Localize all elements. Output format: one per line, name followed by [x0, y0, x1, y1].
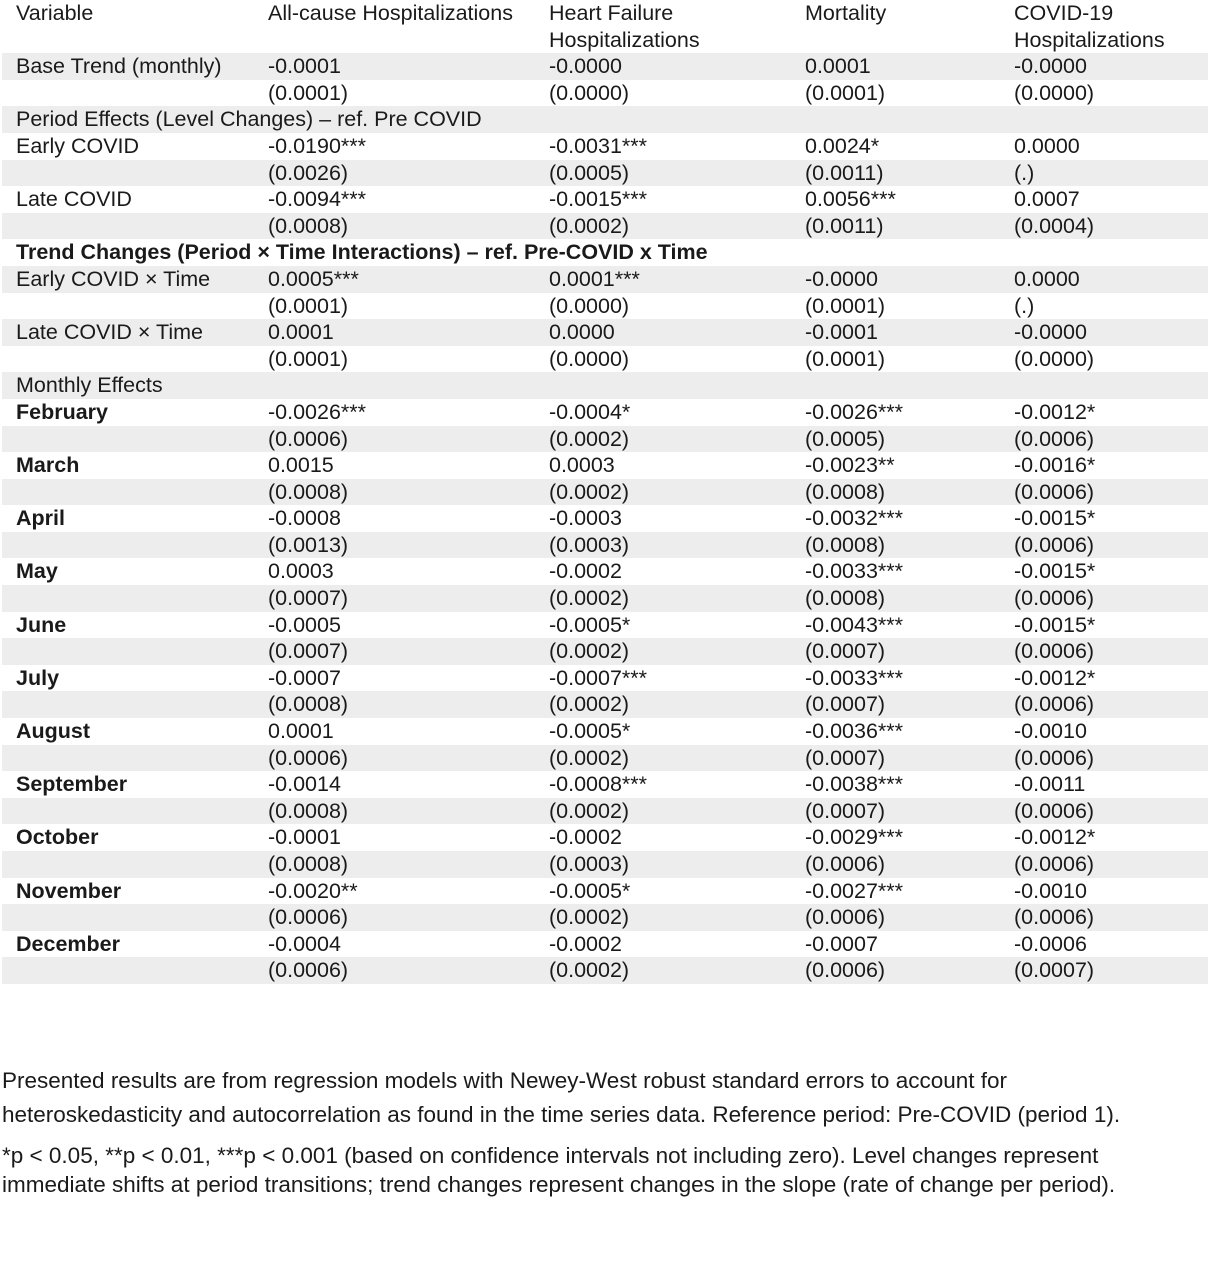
- covid19-value: (0.0006): [1000, 904, 1208, 931]
- all-cause-value: -0.0005: [268, 612, 341, 637]
- covid19-value: (0.0006): [1000, 691, 1208, 718]
- all-cause-value: (0.0007): [254, 585, 535, 612]
- table-row: [2, 745, 1208, 772]
- row-label: August: [16, 719, 91, 744]
- heart-failure-value: (0.0000): [549, 346, 630, 371]
- table-row: [2, 293, 1208, 320]
- mortality-value: (0.0008): [791, 532, 1000, 559]
- row-label: [2, 426, 254, 453]
- heart-failure-value: (0.0002): [535, 426, 791, 453]
- mortality-value: -0.0033***: [805, 665, 904, 690]
- heart-failure-value: -0.0003: [549, 506, 622, 531]
- mortality-value: (0.0005): [791, 426, 1000, 453]
- all-cause-value: -0.0014: [268, 772, 341, 797]
- row-label: [2, 638, 254, 665]
- covid19-value: -0.0010: [1014, 878, 1087, 903]
- heart-failure-value: -0.0005*: [549, 719, 631, 744]
- mortality-value: (0.0006): [791, 957, 1000, 984]
- mortality-value: -0.0026***: [805, 399, 904, 424]
- table-row: [2, 399, 1208, 426]
- table-row: [2, 426, 1208, 453]
- row-label: July: [16, 665, 60, 690]
- table-header-row: [2, 0, 1208, 53]
- row-label: [2, 851, 254, 878]
- table-row: [2, 319, 1208, 346]
- table-row: [2, 479, 1208, 506]
- all-cause-value: (0.0006): [254, 426, 535, 453]
- mortality-value: 0.0001: [791, 53, 1000, 80]
- heart-failure-value: -0.0002: [549, 931, 622, 956]
- section-label: Trend Changes (Period × Time Interactions) – ref. Pre-COVID x Time: [16, 240, 708, 265]
- section-label: Period Effects (Level Changes) – ref. Pre COVID: [2, 106, 1208, 133]
- header-all-cause-hospitalizations: All-cause Hospitalizations: [268, 1, 513, 25]
- heart-failure-value: -0.0007***: [549, 665, 648, 690]
- row-label: Early COVID × Time: [2, 266, 254, 293]
- heart-failure-value: (0.0002): [535, 213, 791, 240]
- all-cause-value: 0.0015: [268, 453, 334, 478]
- table-row: [2, 878, 1208, 905]
- row-label: February: [16, 399, 109, 424]
- all-cause-value: -0.0001: [254, 53, 535, 80]
- mortality-value: -0.0036***: [805, 719, 904, 744]
- mortality-value: -0.0027***: [805, 878, 904, 903]
- mortality-value: (0.0007): [791, 798, 1000, 825]
- table-row: [2, 931, 1208, 958]
- heart-failure-value: (0.0002): [535, 745, 791, 772]
- mortality-value: (0.0007): [791, 638, 1000, 665]
- heart-failure-value: (0.0002): [535, 798, 791, 825]
- note-significance: *p < 0.05, **p < 0.01, ***p < 0.001 (based on confidence intervals not including zero). Level changes represent immediate shifts at period transitions; trend changes represent changes in the slope (rate of change per period).: [2, 1143, 1116, 1197]
- heart-failure-value: (0.0002): [535, 638, 791, 665]
- mortality-value: (0.0001): [805, 346, 886, 371]
- heart-failure-value: -0.0004*: [549, 399, 631, 424]
- all-cause-value: (0.0008): [254, 798, 535, 825]
- row-label: [2, 798, 254, 825]
- all-cause-value: -0.0020**: [268, 878, 358, 903]
- mortality-value: -0.0029***: [805, 825, 904, 850]
- table-row: [2, 612, 1208, 639]
- covid19-value: -0.0000: [1000, 53, 1208, 80]
- row-label: [2, 957, 254, 984]
- header-mortality: Mortality: [805, 1, 887, 25]
- row-label: Late COVID × Time: [2, 319, 254, 346]
- table-row: [2, 718, 1208, 745]
- table-row: [2, 824, 1208, 851]
- header-variable: Variable: [16, 1, 94, 25]
- covid19-value: -0.0012*: [1014, 399, 1096, 424]
- table-row: [2, 558, 1208, 585]
- table-row: [2, 771, 1208, 798]
- mortality-value: -0.0038***: [805, 772, 904, 797]
- table-row: [2, 186, 1208, 213]
- heart-failure-value: 0.0003: [549, 453, 615, 478]
- covid19-value: (0.0006): [1000, 479, 1208, 506]
- heart-failure-value: -0.0005*: [549, 612, 631, 637]
- table-row: [2, 851, 1208, 878]
- covid19-value: (0.0006): [1000, 638, 1208, 665]
- table-row: [2, 532, 1208, 559]
- heart-failure-value: (0.0002): [535, 904, 791, 931]
- covid19-value: (.): [1014, 293, 1035, 318]
- row-label: [2, 293, 254, 320]
- heart-failure-value: -0.0015***: [549, 187, 648, 212]
- row-label: [2, 160, 254, 187]
- covid19-value: -0.0012*: [1014, 825, 1096, 850]
- covid19-value: (0.0006): [1000, 585, 1208, 612]
- all-cause-value: 0.0005***: [254, 266, 535, 293]
- heart-failure-value: 0.0001***: [535, 266, 791, 293]
- row-label: September: [16, 772, 128, 797]
- all-cause-value: (0.0013): [254, 532, 535, 559]
- table-row: [2, 585, 1208, 612]
- mortality-value: 0.0056***: [805, 187, 896, 212]
- covid19-value: (0.0006): [1000, 532, 1208, 559]
- table-row: [2, 904, 1208, 931]
- covid19-value: -0.0006: [1014, 931, 1087, 956]
- heart-failure-value: 0.0000: [535, 319, 791, 346]
- heart-failure-value: (0.0002): [535, 479, 791, 506]
- all-cause-value: -0.0004: [268, 931, 341, 956]
- table-row: [2, 160, 1208, 187]
- row-label: [2, 904, 254, 931]
- table-body: [2, 53, 1208, 984]
- heart-failure-value: (0.0002): [535, 957, 791, 984]
- table-row: [2, 452, 1208, 479]
- covid19-value: -0.0010: [1014, 719, 1087, 744]
- covid19-value: -0.0012*: [1014, 665, 1096, 690]
- all-cause-value: (0.0006): [254, 904, 535, 931]
- row-label: Early COVID: [16, 133, 140, 158]
- mortality-value: -0.0000: [791, 266, 1000, 293]
- table-row: [2, 346, 1208, 373]
- all-cause-value: (0.0008): [254, 213, 535, 240]
- row-label: Base Trend (monthly): [2, 53, 254, 80]
- all-cause-value: (0.0006): [254, 957, 535, 984]
- all-cause-value: 0.0001: [254, 319, 535, 346]
- row-label: [2, 745, 254, 772]
- heart-failure-value: (0.0005): [535, 160, 791, 187]
- covid19-value: (0.0006): [1000, 798, 1208, 825]
- mortality-value: (0.0007): [791, 745, 1000, 772]
- all-cause-value: (0.0001): [268, 80, 349, 105]
- mortality-value: (0.0001): [805, 80, 886, 105]
- all-cause-value: (0.0001): [268, 346, 349, 371]
- row-label: [2, 80, 254, 107]
- heart-failure-value: -0.0008***: [549, 772, 648, 797]
- all-cause-value: (0.0008): [254, 851, 535, 878]
- all-cause-value: -0.0008: [268, 506, 341, 531]
- covid19-value: -0.0016*: [1014, 453, 1096, 478]
- row-label: Late COVID: [16, 187, 132, 212]
- mortality-value: (0.0011): [791, 213, 1000, 240]
- all-cause-value: (0.0006): [254, 745, 535, 772]
- all-cause-value: (0.0007): [254, 638, 535, 665]
- covid19-value: (.): [1000, 160, 1208, 187]
- mortality-value: (0.0008): [791, 585, 1000, 612]
- row-label: November: [16, 878, 122, 903]
- heart-failure-value: -0.0031***: [549, 133, 648, 158]
- covid19-value: (0.0006): [1000, 851, 1208, 878]
- all-cause-value: -0.0007: [268, 665, 341, 690]
- covid19-value: 0.0007: [1014, 187, 1080, 212]
- all-cause-value: (0.0008): [254, 691, 535, 718]
- all-cause-value: (0.0008): [254, 479, 535, 506]
- row-label: October: [16, 825, 99, 850]
- mortality-value: 0.0024*: [805, 133, 880, 158]
- heart-failure-value: (0.0003): [535, 532, 791, 559]
- covid19-value: (0.0004): [1000, 213, 1208, 240]
- table-row: [2, 266, 1208, 293]
- covid19-value: -0.0015*: [1014, 506, 1096, 531]
- row-label: May: [16, 559, 58, 584]
- covid19-value: (0.0000): [1014, 80, 1095, 105]
- heart-failure-value: (0.0000): [549, 80, 630, 105]
- all-cause-value: 0.0003: [268, 559, 334, 584]
- row-label: June: [16, 612, 67, 637]
- heart-failure-value: -0.0000: [535, 53, 791, 80]
- mortality-value: (0.0006): [791, 851, 1000, 878]
- row-label: [2, 691, 254, 718]
- mortality-value: (0.0001): [805, 293, 886, 318]
- table-row: [2, 133, 1208, 160]
- note-methods: Presented results are from regression models with Newey-West robust standard errors to account for heteroskedasticity and autocorrelation as found in the time series data. Reference period: Pre-COVID (period 1).: [2, 1068, 1121, 1127]
- covid19-value: (0.0000): [1014, 346, 1095, 371]
- table-row: [2, 213, 1208, 240]
- mortality-value: (0.0011): [791, 160, 1000, 187]
- heart-failure-value: -0.0002: [549, 559, 622, 584]
- table-row: [2, 53, 1208, 80]
- table-row: [2, 665, 1208, 692]
- mortality-value: -0.0023**: [805, 453, 895, 478]
- covid19-value: 0.0000: [1014, 133, 1080, 158]
- covid19-value: (0.0006): [1000, 426, 1208, 453]
- heart-failure-value: -0.0005*: [549, 878, 631, 903]
- all-cause-value: (0.0001): [268, 293, 349, 318]
- covid19-value: -0.0000: [1000, 319, 1208, 346]
- all-cause-value: -0.0026***: [268, 399, 367, 424]
- all-cause-value: -0.0190***: [268, 133, 367, 158]
- mortality-value: (0.0007): [791, 691, 1000, 718]
- regression-results-table-container: [2, 0, 1208, 984]
- row-label: December: [16, 931, 120, 956]
- table-row: [2, 798, 1208, 825]
- row-label: April: [16, 506, 65, 531]
- table-notes: [2, 1064, 1192, 1199]
- heart-failure-value: (0.0003): [535, 851, 791, 878]
- row-label: March: [16, 453, 80, 478]
- table-row: [2, 638, 1208, 665]
- section-label: Monthly Effects: [2, 372, 1208, 399]
- all-cause-value: 0.0001: [268, 719, 334, 744]
- regression-results-table: [2, 0, 1208, 984]
- heart-failure-value: (0.0002): [535, 691, 791, 718]
- table-row: [2, 957, 1208, 984]
- all-cause-value: -0.0001: [268, 825, 341, 850]
- covid19-value: 0.0000: [1000, 266, 1208, 293]
- section-header-row: [2, 106, 1208, 133]
- table-row: [2, 505, 1208, 532]
- mortality-value: -0.0032***: [805, 506, 904, 531]
- row-label: [2, 213, 254, 240]
- header-heart-failure-hospitalizations: Heart Failure Hospitalizations: [549, 1, 700, 52]
- table-row: [2, 80, 1208, 107]
- row-label: [2, 532, 254, 559]
- row-label: [2, 585, 254, 612]
- all-cause-value: (0.0026): [254, 160, 535, 187]
- table-row: [2, 691, 1208, 718]
- heart-failure-value: (0.0000): [549, 293, 630, 318]
- mortality-value: -0.0001: [791, 319, 1000, 346]
- mortality-value: (0.0008): [791, 479, 1000, 506]
- header-covid19-hospitalizations: COVID-19 Hospitalizations: [1014, 1, 1165, 52]
- section-header-row: [2, 239, 1208, 266]
- covid19-value: -0.0011: [1014, 772, 1086, 797]
- covid19-value: (0.0007): [1000, 957, 1208, 984]
- heart-failure-value: (0.0002): [535, 585, 791, 612]
- mortality-value: -0.0043***: [805, 612, 904, 637]
- covid19-value: -0.0015*: [1014, 612, 1096, 637]
- row-label: [2, 479, 254, 506]
- heart-failure-value: -0.0002: [549, 825, 622, 850]
- mortality-value: (0.0006): [791, 904, 1000, 931]
- mortality-value: -0.0007: [805, 931, 878, 956]
- all-cause-value: -0.0094***: [268, 187, 367, 212]
- section-header-row: [2, 372, 1208, 399]
- covid19-value: -0.0015*: [1014, 559, 1096, 584]
- row-label: [2, 346, 254, 373]
- covid19-value: (0.0006): [1000, 745, 1208, 772]
- mortality-value: -0.0033***: [805, 559, 904, 584]
